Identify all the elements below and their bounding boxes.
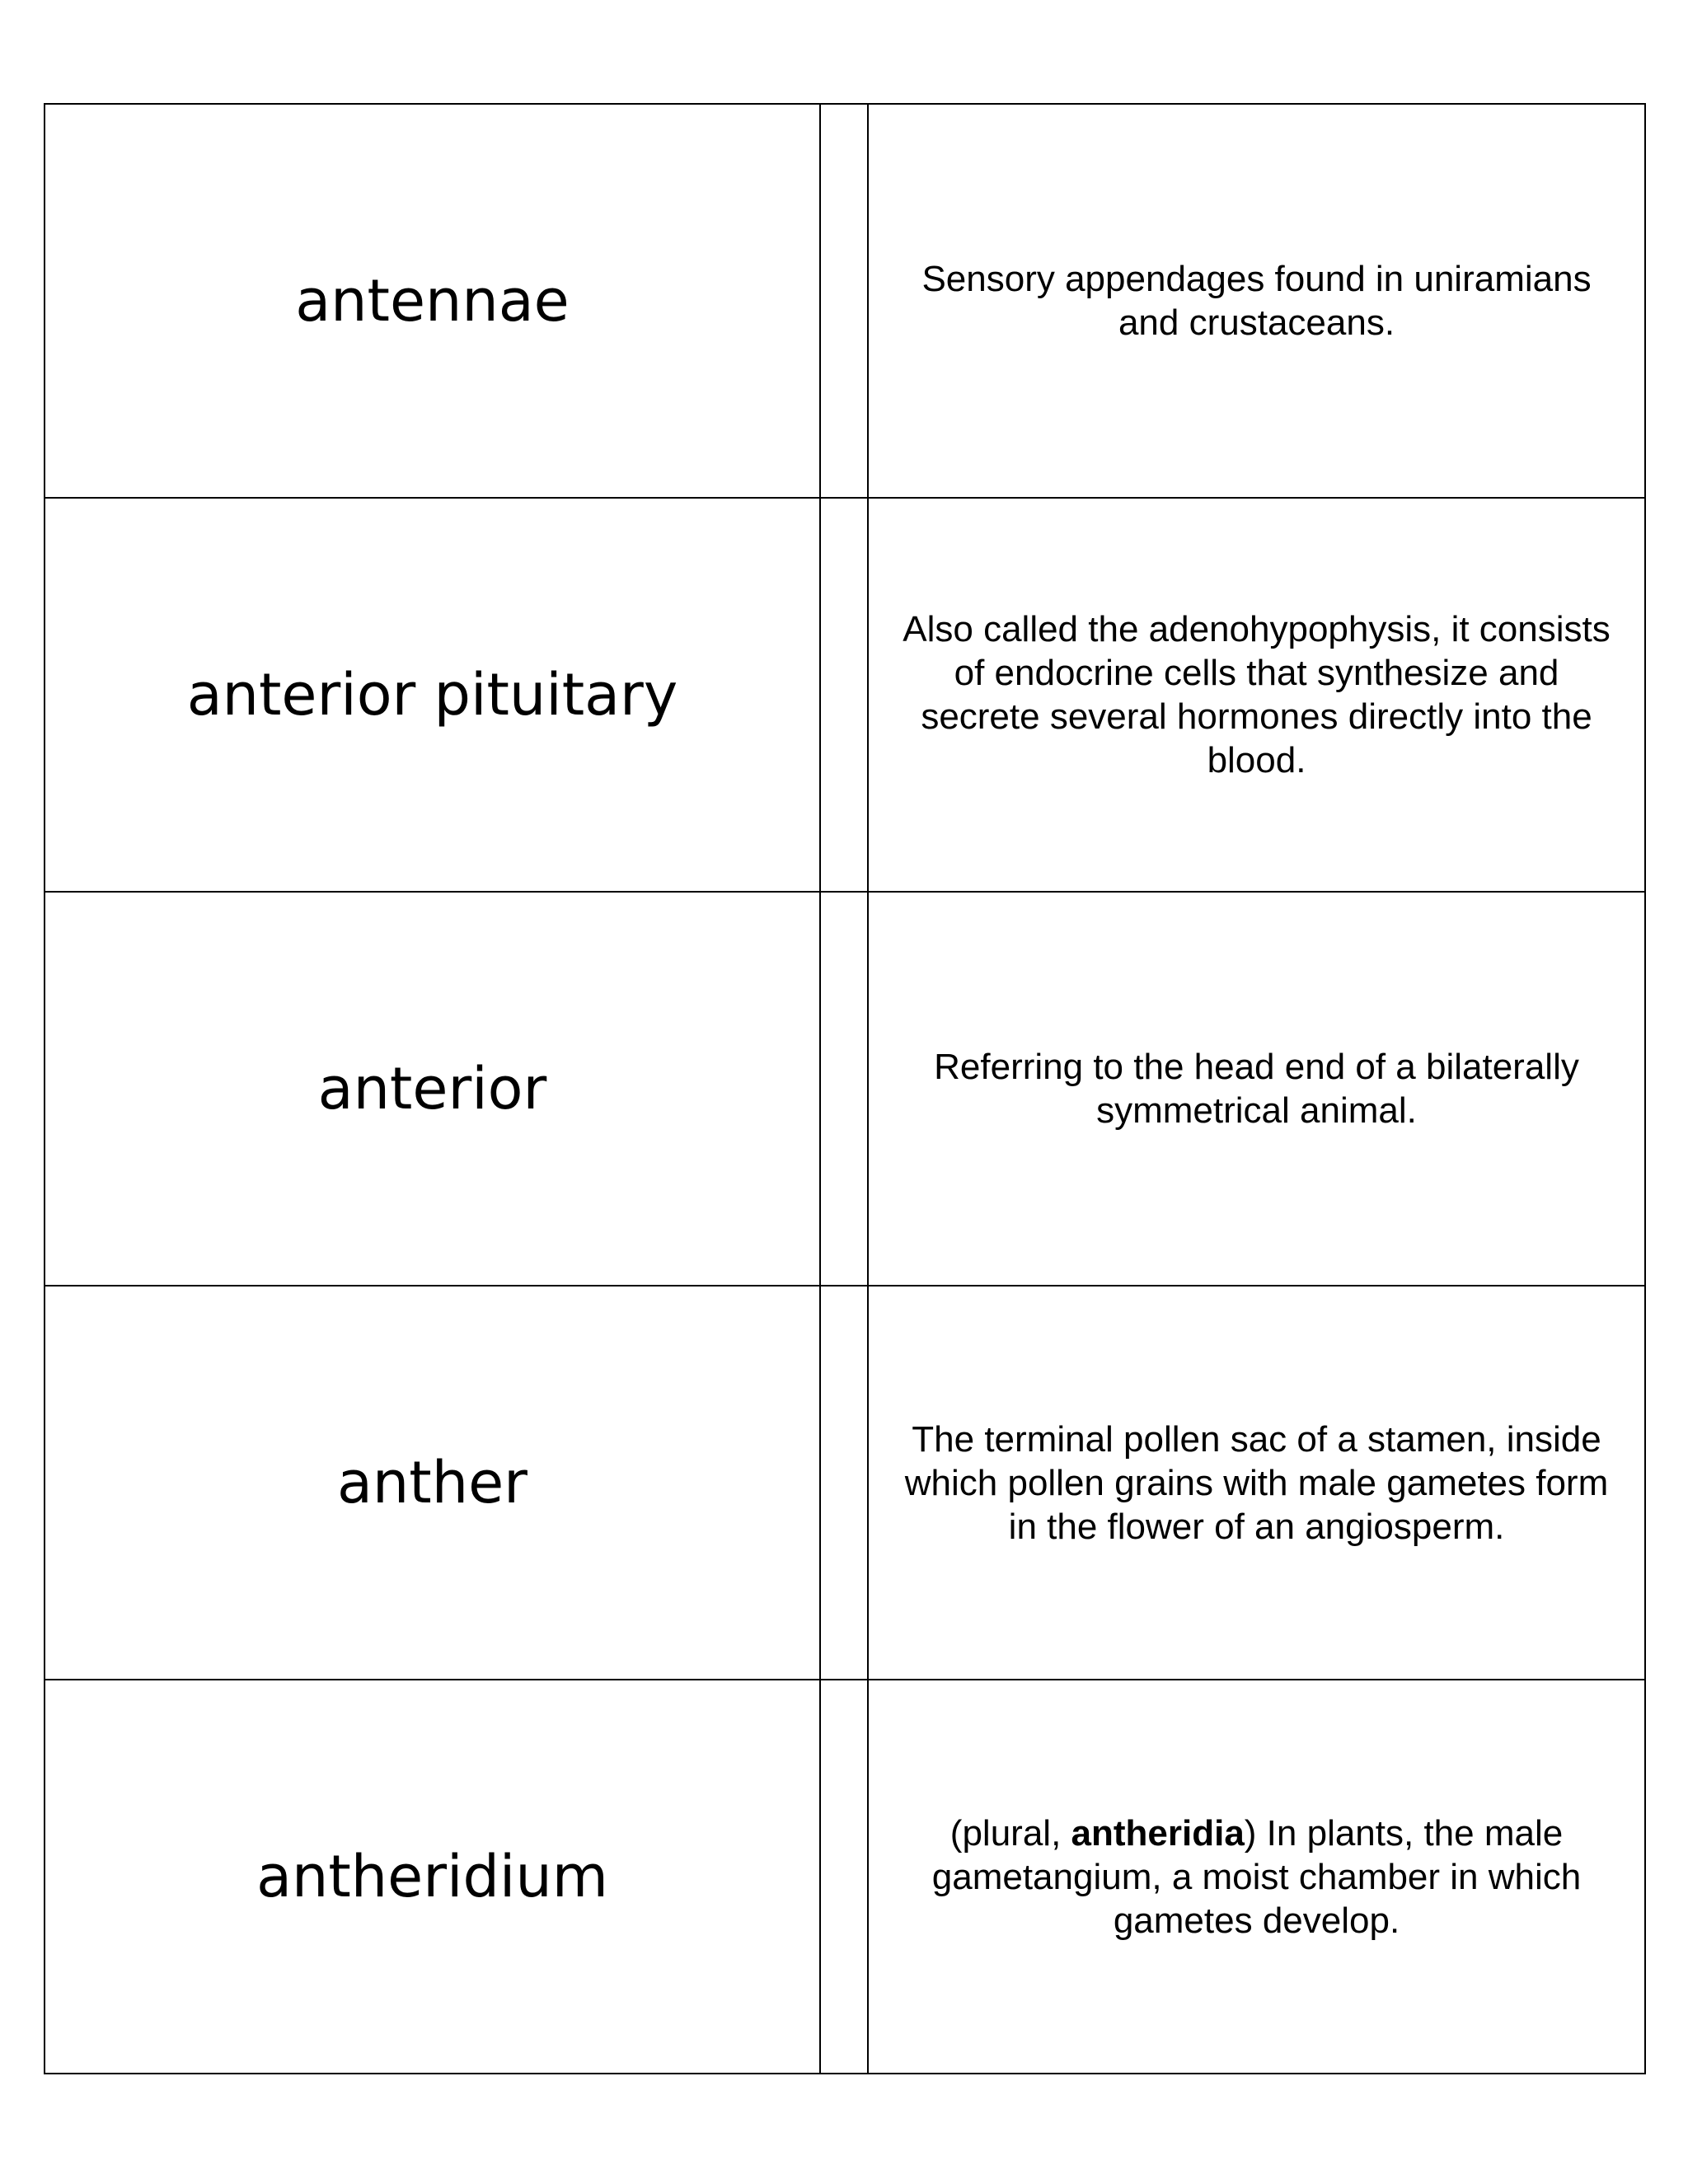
- definition-text: Sensory appendages found in uniramians and crustaceans.: [921, 259, 1592, 343]
- term-cell: [45, 892, 820, 1286]
- definition-text: [869, 1811, 1644, 1943]
- term-cell: [45, 1286, 820, 1680]
- definition-cell: [868, 1286, 1645, 1680]
- flashcard-row: [45, 1286, 1645, 1680]
- term-text: anterior pituitary: [186, 661, 678, 729]
- fold-gap-cell: [820, 104, 868, 498]
- flashcard-row: [45, 104, 1645, 498]
- definition-cell: [868, 892, 1645, 1286]
- fold-gap-cell: [820, 892, 868, 1286]
- flashcard-row: [45, 1680, 1645, 2074]
- definition-cell: [868, 1680, 1645, 2074]
- flashcard-row: [45, 498, 1645, 892]
- term-cell: [45, 104, 820, 498]
- definition-cell: [868, 498, 1645, 892]
- term-cell: [45, 498, 820, 892]
- flashcard-row: [45, 892, 1645, 1286]
- term-cell: [45, 1680, 820, 2074]
- term-text: antheridium: [256, 1843, 608, 1910]
- fold-gap-cell: [820, 1680, 868, 2074]
- definition-text: The terminal pollen sac of a stamen, inside which pollen grains with male gametes form in the flower of an angiosperm.: [904, 1418, 1609, 1547]
- definition-cell: [868, 104, 1645, 498]
- term-text: antennae: [295, 267, 570, 335]
- definition-text: Referring to the head end of a bilaterally symmetrical animal.: [934, 1047, 1579, 1131]
- definition-prefix: (plural,: [950, 1812, 1071, 1854]
- definition-suffix: ) In plants, the male gametangium, a moist chamber in which gametes develop.: [931, 1812, 1582, 1941]
- definition-text: Also called the adenohypophysis, it consists of endocrine cells that synthesize and secrete several hormones directly into the blood.: [903, 609, 1611, 780]
- flashcard-sheet: [44, 103, 1646, 2074]
- term-text: anterior: [317, 1055, 547, 1122]
- definition-bold-term: antheridia: [1071, 1812, 1245, 1854]
- fold-gap-cell: [820, 1286, 868, 1680]
- term-text: anther: [337, 1449, 528, 1516]
- fold-gap-cell: [820, 498, 868, 892]
